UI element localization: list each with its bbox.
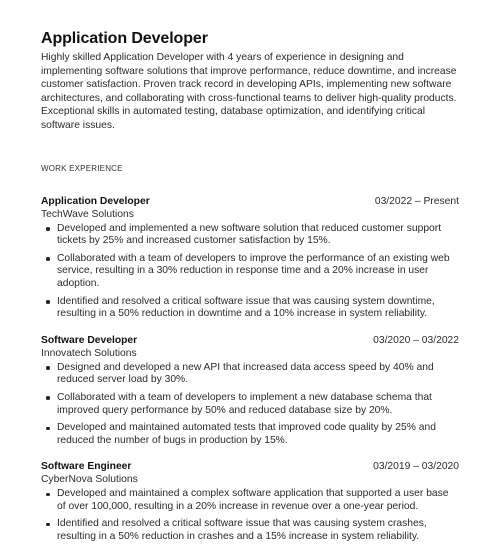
job-dates: 03/2019 – 03/2020 xyxy=(373,461,459,473)
job-dates: 03/2022 – Present xyxy=(374,195,459,207)
job-entry xyxy=(41,335,459,448)
company-name: Innovatech Solutions xyxy=(41,347,137,359)
company-name: TechWave Solutions xyxy=(41,208,134,220)
job-title: Software Developer xyxy=(41,334,138,346)
company-name: CyberNova Solutions xyxy=(41,474,138,486)
achievement-item: Developed and implemented a new software solution that reduced customer support tickets by 25% and increased customer satisfaction by 15%. xyxy=(41,223,459,248)
resume-title: Application Developer xyxy=(41,30,208,47)
job-header xyxy=(41,196,459,207)
achievement-item: Identified and resolved a critical software issue that was causing system downtime, resulting in a 50% reduction in downtime and a 10% increase in system reliability. xyxy=(41,296,459,321)
section-heading-work-experience: WORK EXPERIENCE xyxy=(41,163,123,173)
professional-summary: Highly skilled Application Developer with 4 years of experience in designing and implementing software solutions that improve performance, reduce downtime, and increase customer satisfaction. Proven track record in developing APIs, implementing new software architectures, and collaborating with cross-functional teams to deliver high-quality products. Exceptional skills in automated testing, database optimization, and identifying critical software issues. xyxy=(41,52,457,131)
job-title: Software Engineer xyxy=(41,461,132,473)
job-entry xyxy=(41,196,459,321)
achievement-item: Developed and maintained a complex software application that supported a user base of over 100,000, resulting in a 20% increase in revenue over a one-year period. xyxy=(41,488,459,513)
job-title: Application Developer xyxy=(41,195,150,207)
achievement-list xyxy=(41,362,459,448)
job-header xyxy=(41,461,459,472)
achievement-item: Collaborated with a team of developers to implement a new database schema that improved query performance by 50% and reduced database size by 20%. xyxy=(41,392,459,417)
job-header xyxy=(41,335,459,346)
achievement-item: Designed and developed a new API that increased data access speed by 40% and reduced server load by 30%. xyxy=(41,362,459,387)
achievement-item: Collaborated with a team of developers to improve the performance of an existing web service, resulting in a 30% reduction in response time and a 20% increase in user adoption. xyxy=(41,253,459,291)
achievement-item: Identified and resolved a critical software issue that was causing system crashes, resulting in a 50% reduction in crashes and a 15% increase in system reliability. xyxy=(41,518,459,543)
achievement-list xyxy=(41,488,459,543)
achievement-list xyxy=(41,223,459,321)
job-dates: 03/2020 – 03/2022 xyxy=(373,334,459,346)
achievement-item: Developed and maintained automated tests that improved code quality by 25% and reduced the number of bugs in production by 15%. xyxy=(41,422,459,447)
job-entry xyxy=(41,461,459,543)
